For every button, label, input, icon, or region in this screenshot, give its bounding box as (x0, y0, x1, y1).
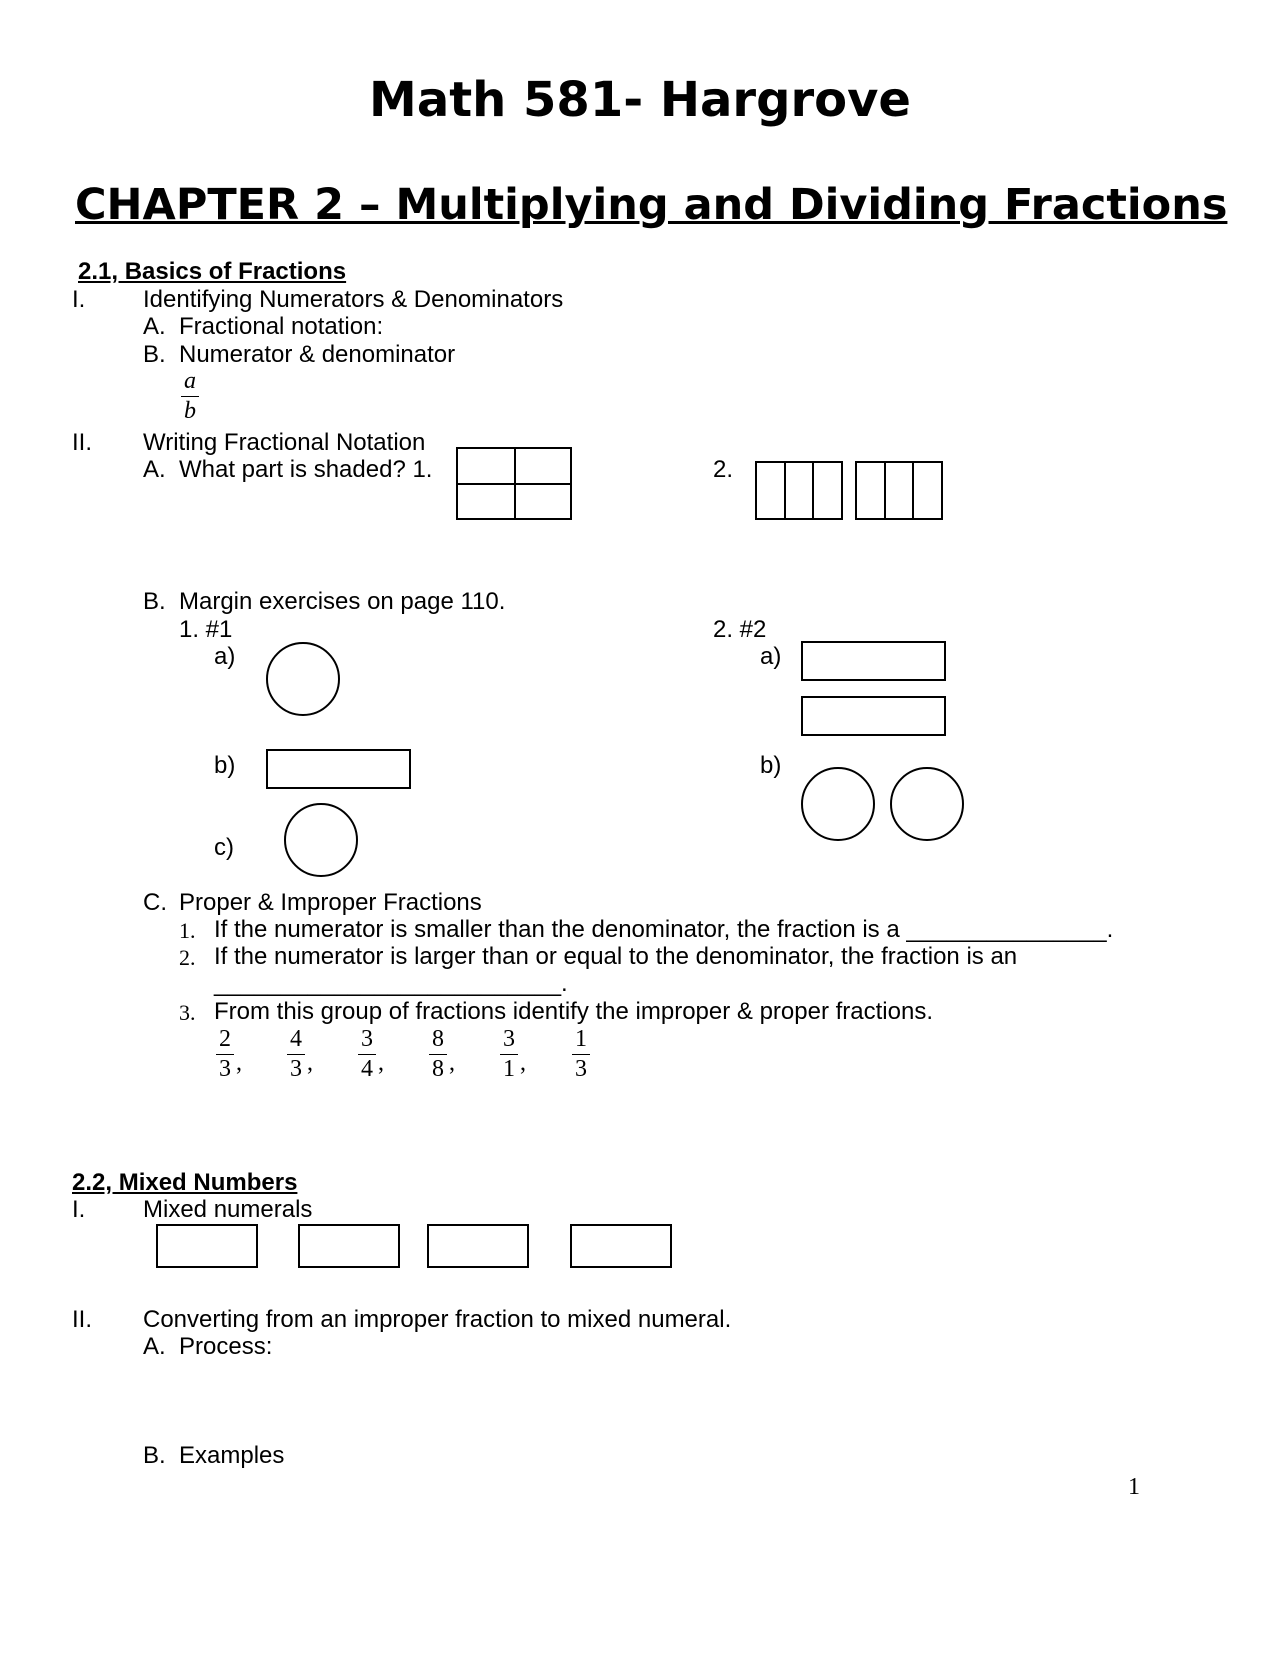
exercise-1c-label: c) (214, 834, 234, 861)
section-heading-2-2: 2.2, Mixed Numbers (72, 1169, 298, 1196)
fraction-separator: , (378, 1050, 384, 1076)
rectangle-shape (801, 641, 946, 681)
question-identify-fractions: From this group of fractions identify the improper & proper fractions. (214, 998, 933, 1025)
fraction-item (213, 1026, 237, 1082)
circle-shape (890, 767, 964, 841)
fraction-bar (572, 1054, 590, 1055)
fraction-bar (181, 396, 199, 397)
fraction-denominator: 4 (361, 1056, 373, 1082)
fraction-item (355, 1026, 379, 1082)
item-label-A: A. (143, 313, 166, 340)
bar-divider (812, 463, 814, 518)
item-text-fractional-notation: Fractional notation: (179, 313, 384, 340)
exercise-2a-label: a) (760, 643, 782, 670)
fraction-separator: , (449, 1050, 455, 1076)
item-label-A: A. (143, 1333, 166, 1360)
page-title: Math 581- Hargrove (369, 72, 911, 128)
bar-divider (784, 463, 786, 518)
exercise-2-label: 2. #2 (713, 616, 767, 643)
fraction-numerator: a (184, 368, 196, 394)
item-label-B: B. (143, 341, 166, 368)
fraction-denominator: b (184, 398, 196, 424)
fraction-numerator: 1 (575, 1026, 587, 1052)
item-label-A: A. (143, 456, 166, 483)
rectangle-shape (801, 696, 946, 736)
fraction-numerator: 3 (503, 1026, 515, 1052)
outline-heading-writing: Writing Fractional Notation (143, 429, 426, 456)
item-label-B: B. (143, 588, 166, 615)
fraction-item (497, 1026, 521, 1082)
item-label-B: B. (143, 1442, 166, 1469)
item-number-2: 2. (713, 456, 734, 483)
exercise-2b-label: b) (760, 752, 782, 779)
bar-figure-2-right (855, 461, 943, 520)
list-number-3: 3. (179, 1000, 196, 1025)
bar-divider (912, 463, 914, 518)
fraction-a-over-b (178, 368, 202, 424)
fraction-item (284, 1026, 308, 1082)
item-label-C: C. (143, 889, 167, 916)
outline-numeral-I: I. (72, 1196, 86, 1223)
fraction-denominator: 3 (575, 1056, 587, 1082)
rectangle-shape (570, 1224, 672, 1268)
grid-figure-1 (456, 447, 572, 520)
rectangle-shape (266, 749, 411, 789)
fraction-bar (287, 1054, 305, 1055)
fraction-denominator: 1 (503, 1056, 515, 1082)
chapter-title: CHAPTER 2 – Multiplying and Dividing Fractions (75, 180, 1228, 230)
question-proper-fraction: If the numerator is smaller than the denominator, the fraction is a _______________. (214, 916, 1114, 943)
fraction-denominator: 3 (219, 1056, 231, 1082)
list-number-2: 2. (179, 945, 196, 970)
exercise-1-label: 1. #1 (179, 616, 233, 643)
item-text-proper-improper: Proper & Improper Fractions (179, 889, 482, 916)
fraction-numerator: 2 (219, 1026, 231, 1052)
item-text-process: Process: (179, 1333, 273, 1360)
item-text-numerator-denominator: Numerator & denominator (179, 341, 456, 368)
fraction-item (569, 1026, 593, 1082)
fraction-separator: , (520, 1050, 526, 1076)
rectangle-shape (427, 1224, 529, 1268)
question-improper-fraction: If the numerator is larger than or equal to the denominator, the fraction is an (214, 943, 1018, 970)
bar-divider (884, 463, 886, 518)
item-text-what-part-shaded: What part is shaded? 1. (179, 456, 433, 483)
fraction-numerator: 8 (432, 1026, 444, 1052)
fraction-denominator: 3 (290, 1056, 302, 1082)
exercise-1b-label: b) (214, 752, 236, 779)
fraction-numerator: 3 (361, 1026, 373, 1052)
outline-heading-converting: Converting from an improper fraction to mixed numeral. (143, 1306, 732, 1333)
bar-figure-2-left (755, 461, 843, 520)
outline-numeral-II: II. (72, 1306, 93, 1333)
list-number-1: 1. (179, 918, 196, 943)
circle-shape (266, 642, 340, 716)
fraction-bar (500, 1054, 518, 1055)
page-number: 1 (1128, 1474, 1140, 1500)
section-heading-2-1: 2.1, Basics of Fractions (78, 258, 347, 285)
fraction-item (426, 1026, 450, 1082)
outline-heading-identifying: Identifying Numerators & Denominators (143, 286, 564, 313)
circle-shape (284, 803, 358, 877)
fraction-bar (358, 1054, 376, 1055)
fraction-denominator: 8 (432, 1056, 444, 1082)
outline-numeral-I: I. (72, 286, 86, 313)
grid-divider-horizontal (458, 483, 570, 485)
fraction-bar (429, 1054, 447, 1055)
fraction-bar (216, 1054, 234, 1055)
outline-numeral-II: II. (72, 429, 93, 456)
outline-heading-mixed-numerals: Mixed numerals (143, 1196, 313, 1223)
circle-shape (801, 767, 875, 841)
rectangle-shape (156, 1224, 258, 1268)
fraction-separator: , (236, 1050, 242, 1076)
fraction-numerator: 4 (290, 1026, 302, 1052)
rectangle-shape (298, 1224, 400, 1268)
fraction-separator: , (307, 1050, 313, 1076)
answer-blank: __________________________. (214, 970, 568, 997)
exercise-1a-label: a) (214, 643, 236, 670)
item-text-margin-exercises: Margin exercises on page 110. (179, 588, 506, 615)
item-text-examples: Examples (179, 1442, 285, 1469)
